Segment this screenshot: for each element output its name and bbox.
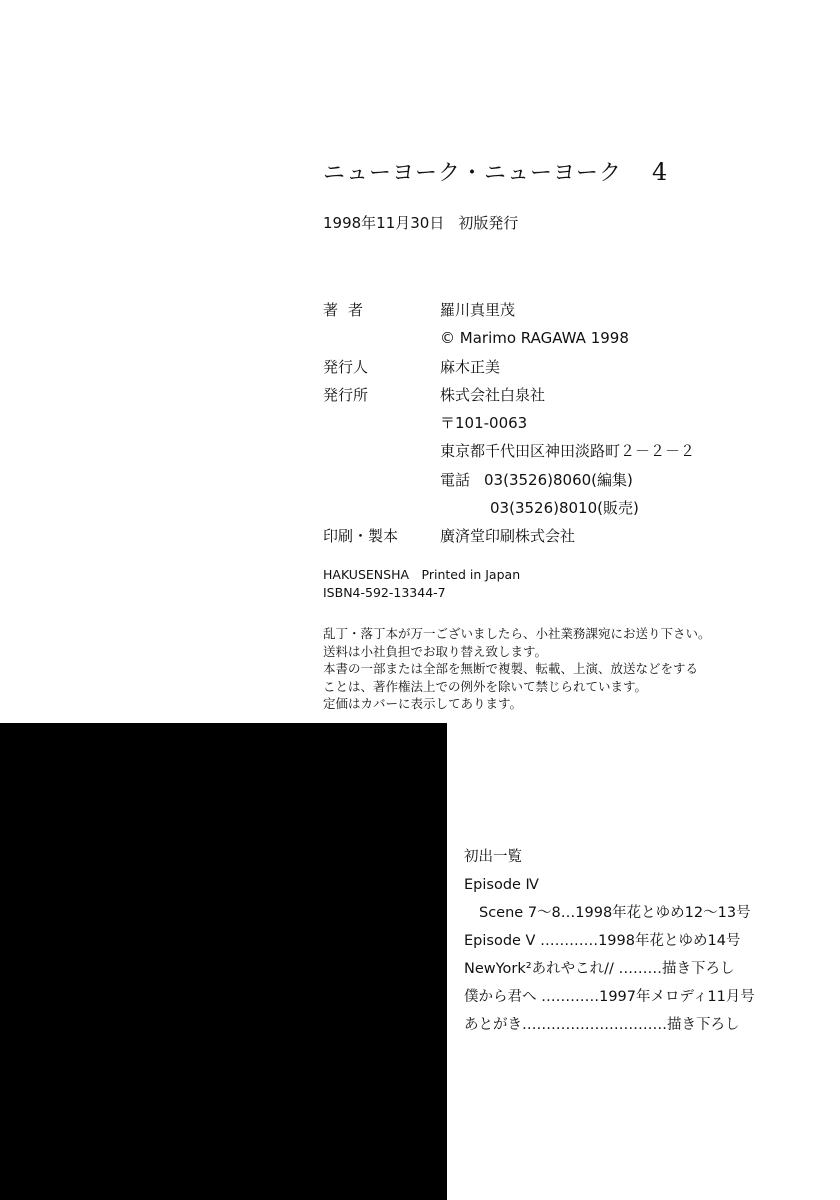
imprint-line: HAKUSENSHA Printed in Japan (323, 567, 521, 582)
first-appearances-list (464, 843, 755, 1039)
tel-sales: 03(3526)8010(販売) (490, 499, 639, 518)
notice-line: 定価はカバーに表示してあります。 (323, 696, 523, 712)
publisher-person-name: 麻木正美 (440, 357, 501, 376)
isbn-text: ISBN4-592-13344-7 (323, 585, 446, 600)
book-title (323, 156, 668, 187)
publisher-person-label: 発行人 (323, 357, 369, 376)
publisher-company: 株式会社白泉社 (440, 385, 546, 404)
notice-line: 送料は小社負担でお取り替え致します。 (323, 643, 548, 659)
list-item: 僕から君へ …………1997年メロディ11月号 (464, 989, 755, 1005)
first-appearances-heading: 初出一覧 (464, 849, 522, 865)
list-item: Scene 7～8…1998年花とゆめ12～13号 (479, 905, 751, 921)
postal-code: 〒101-0063 (440, 414, 528, 433)
publisher-label: 発行所 (323, 385, 369, 404)
book-volume: 4 (652, 158, 669, 186)
book-title-text: ニューヨーク・ニューヨーク (323, 161, 623, 186)
copyright-text: © Marimo RAGAWA 1998 (440, 329, 629, 348)
list-item: Episode Ⅴ …………1998年花とゆめ14号 (464, 933, 741, 949)
imprint (323, 566, 520, 602)
black-image-block (0, 723, 447, 1200)
list-item: あとがき…………………………描き下ろし (464, 1017, 740, 1033)
publication-date (323, 212, 518, 233)
author-name: 羅川真里茂 (440, 301, 516, 319)
notice-line: ことは、著作権法上での例外を除いて禁じられています。 (323, 678, 648, 694)
tel-label: 電話 (440, 470, 471, 489)
address-text: 東京都千代田区神田淡路町２－２－２ (440, 442, 696, 461)
edition-text: 初版発行 (458, 214, 519, 232)
list-item: Episode Ⅳ (464, 877, 539, 893)
tel-line (440, 466, 633, 494)
notice-line: 本書の一部または全部を無断で複製、転載、上演、放送などをする (323, 661, 699, 677)
notice (323, 625, 711, 713)
list-item: NewYork²あれやこれ// ………描き下ろし (464, 961, 735, 977)
printing-label: 印刷・製本 (323, 527, 399, 546)
notice-line: 乱丁・落丁本が万一ございましたら、小社業務課宛にお送り下さい。 (323, 626, 711, 641)
pub-date-text: 1998年11月30日 (323, 214, 445, 232)
author-label: 著者 (323, 301, 374, 319)
tel-editorial: 03(3526)8060(編集) (484, 470, 633, 489)
printer-name: 廣済堂印刷株式会社 (440, 527, 576, 546)
